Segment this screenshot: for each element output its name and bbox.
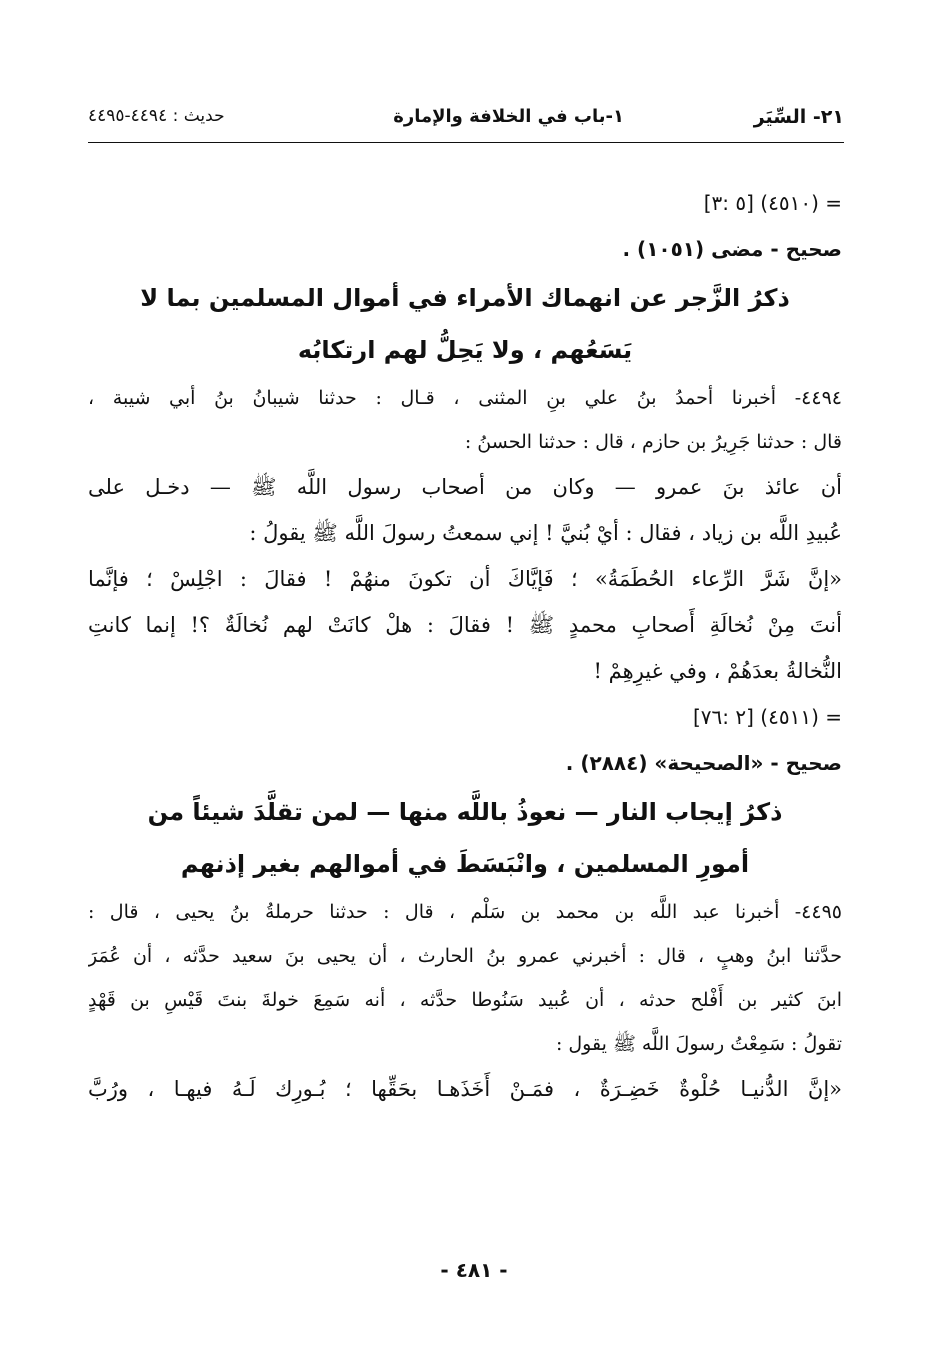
- hadith-text-line: «إنَّ الدُّنيـا حُلْوةٌ خَضِـرَةٌ ، فمَـنْ أَخَذَهـا بحَقِّها ؛ بُـورِك لَـهُ فيهـا ، ورُبَّ: [88, 1077, 842, 1101]
- hadith-range: حديث : ٤٤٩٤-٤٤٩٥: [88, 106, 225, 126]
- header-rule: [88, 142, 844, 143]
- page-number: - ٤٨١ -: [440, 1258, 508, 1282]
- hadith-text-line: «إنَّ شَرَّ الرِّعاء الحُطَمَةُ» ؛ فَإيَّاكَ أن تكونَ منهُمْ ! فقالَ : اجْلِسْ ؛ فإنَّما: [88, 567, 842, 591]
- cross-reference-line: = (٤٥١١) [٢ :٧٦]: [692, 705, 842, 729]
- chain-of-narration-line: تقولُ : سَمِعْتُ رسولَ اللَّه ﷺ يقول :: [555, 1033, 842, 1055]
- chain-of-narration-line: ٤٤٩٥- أخبرنا عبد اللَّه بن محمد بن سَلْم ، قال : حدثنا حرملةُ بنُ يحيى ، قال :: [88, 901, 842, 923]
- hadith-text-line: أن عائذ بنَ عمرو — وكان من أصحاب رسول اللَّه ﷺ — دخـل على: [88, 475, 842, 499]
- section-heading-line: يَسَعُهم ، ولا يَحِلُّ لهم ارتكابُه: [297, 336, 633, 364]
- section-heading-line: ذكرُ إيجاب النار — نعوذُ باللَّه منها — لمن تقلَّدَ شيئاً من: [147, 798, 783, 826]
- grading-note-line: صحيح - مضى (١٠٥١) .: [622, 237, 842, 261]
- section-title: ١-باب في الخلافة والإمارة: [393, 106, 624, 127]
- chain-of-narration-line: قال : حدثنا جَرِيرُ بن حازم ، قال : حدثنا الحسنُ :: [464, 431, 842, 453]
- hadith-text-line: عُبيدِ اللَّه بن زياد ، فقال : أيْ بُنيَّ ! إني سمعتُ رسولَ اللَّه ﷺ يقولُ :: [249, 521, 842, 545]
- chain-of-narration-line: ابنَ كثير بن أَفْلح حدثه ، أن عُبيد سَنُوطا حدَّثه ، أنه سَمِعَ خولةَ بنتَ قَيْسِ بن قَهْدٍ: [88, 989, 842, 1011]
- chain-of-narration-line: حدَّثنا ابنُ وهبٍ ، قال : أخبرني عمرو بنُ الحارث ، أن يحيى بنَ سعيد حدَّثه ، أن عُمَرَ: [88, 945, 842, 967]
- hadith-text-line: النُّخالةُ بعدَهُمْ ، وفي غيرِهِمْ !: [593, 659, 842, 683]
- section-heading-line: ذكرُ الزَّجر عن انهماك الأمراء في أموال المسلمين بما لا: [140, 284, 790, 312]
- running-header: [88, 106, 844, 140]
- page-body: [88, 180, 842, 1112]
- hadith-text-line: أنتَ مِنْ نُخالَةِ أَصحابِ محمدٍ ﷺ ! فقالَ : هلْ كانَتْ لهم نُخالَةٌ ؟! إنما كانتِ: [88, 613, 842, 637]
- chapter-title: ٢١- السِّيَر: [753, 106, 844, 128]
- section-heading-line: أمورِ المسلمين ، وانْبَسَطَ في أموالهم بغير إذنهم: [180, 850, 750, 878]
- chain-of-narration-line: ٤٤٩٤- أخبرنا أحمدُ بنُ علي بنِ المثنى ، قـال : حدثنا شيبانُ بنُ أبي شيبة ،: [88, 387, 842, 409]
- grading-note-line: صحيح - «الصحيحة» (٢٨٨٤) .: [565, 751, 842, 775]
- cross-reference-line: = (٤٥١٠) [٥ :٣]: [703, 191, 842, 215]
